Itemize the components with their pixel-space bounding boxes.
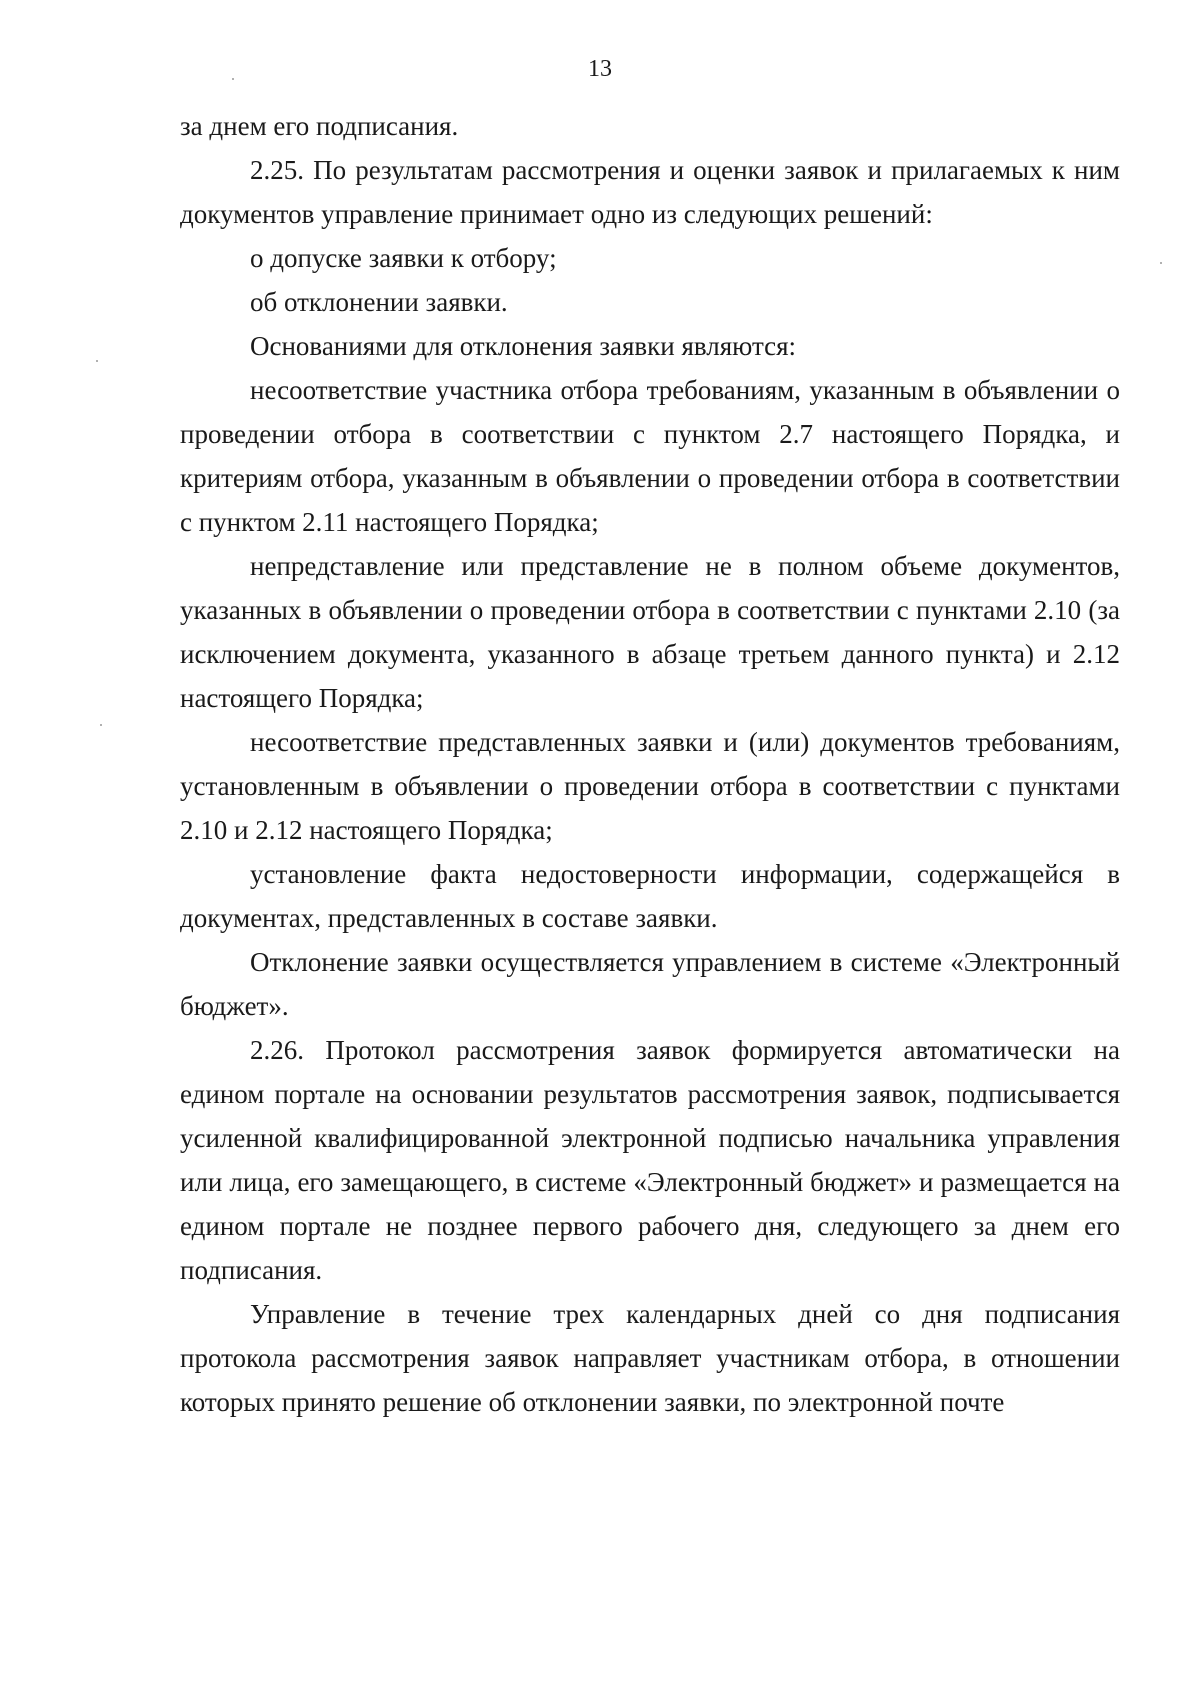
notification-paragraph: Управление в течение трех календарных дней со дня подписания протокола рассмотрения заявок направляет участникам отбора, в отношении которых принято решение об отклонении заявки, по электронной почте (180, 1299, 1120, 1417)
rejection-ground-documents: непредставление или представление не в полном объеме документов, указанных в объявлении о проведении отбора в соответствии с пунктами 2.10 (за исключением документа, указанного в абзаце третьем данного пункта) и 2.12 настоящего Порядка; (180, 551, 1120, 713)
scan-speck (100, 724, 102, 726)
paragraph-2-25: 2.25. По результатам рассмотрения и оценки заявок и прилагаемых к ним документов управление принимает одно из следующих решений: (180, 155, 1120, 229)
rejection-ground-false-info: установление факта недостоверности информации, содержащейся в документах, представленных в составе заявки. (180, 859, 1120, 933)
scan-speck (232, 78, 234, 80)
rejection-ground-participant: несоответствие участника отбора требованиям, указанным в объявлении о проведении отбора в соответствии с пунктом 2.7 настоящего Порядка, и критериям отбора, указанным в объявлении о проведении отбора в соответствии с пунктом 2.11 настоящего Порядка; (180, 375, 1120, 537)
paragraph-2-26: 2.26. Протокол рассмотрения заявок формируется автоматически на едином портале на основании результатов рассмотрения заявок, подписывается усиленной квалифицированной электронной подписью начальника управления или лица, его замещающего, в системе «Электронный бюджет» и размещается на едином портале не позднее первого рабочего дня, следующего за днем его подписания. (180, 1035, 1120, 1285)
page-number: 13 (588, 56, 612, 82)
document-body (180, 104, 1120, 1424)
scan-speck (96, 360, 98, 362)
rejection-procedure: Отклонение заявки осуществляется управлением в системе «Электронный бюджет». (180, 947, 1120, 1021)
rejection-ground-requirements: несоответствие представленных заявки и (или) документов требованиям, установленным в объявлении о проведении отбора в соответствии с пунктами 2.10 и 2.12 настоящего Порядка; (180, 727, 1120, 845)
scan-speck (1160, 262, 1162, 264)
paragraph-continuation: за днем его подписания. (180, 111, 459, 141)
rejection-grounds-heading: Основаниями для отклонения заявки являются: (250, 331, 797, 361)
decision-option-reject: об отклонении заявки. (250, 287, 508, 317)
decision-option-admit: о допуске заявки к отбору; (250, 243, 557, 273)
